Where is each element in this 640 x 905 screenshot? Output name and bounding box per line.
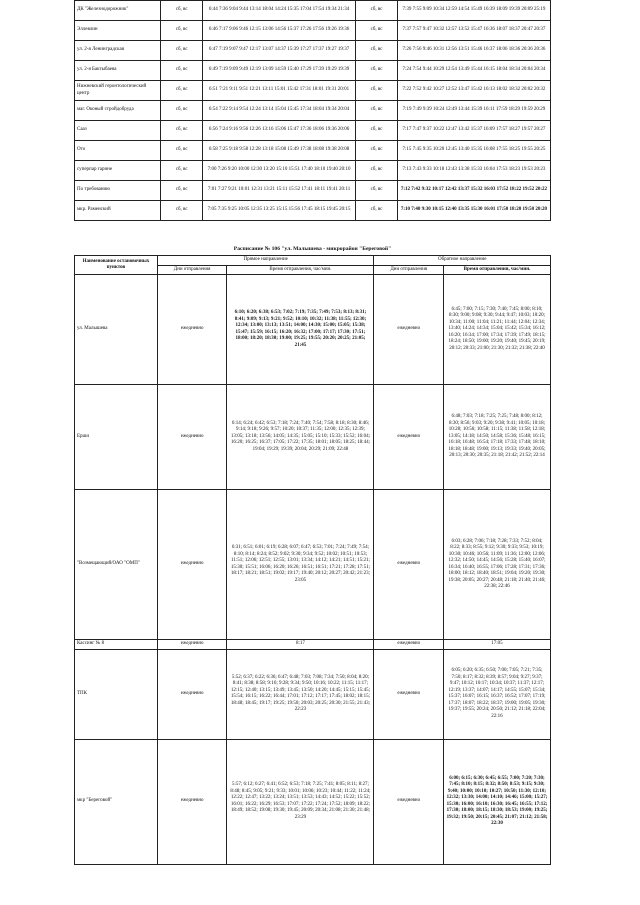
table-row [75, 739, 551, 864]
times-forward: 7:01 7:27 9:21 10:01 12:31 13:21 15:11 15:52 17:41 18:11 19:41 20:11 [203, 181, 356, 201]
route-title: Расписание № 106 "ул. Малышева - микрорайон "Береговой" [233, 246, 392, 252]
days-backward: ежедневно [374, 739, 444, 864]
days-backward: сб, вс [356, 161, 398, 181]
table-row [75, 41, 551, 61]
times-backward: 6:05; 6:20; 6:35; 6:50; 7:00; 7:05; 7:21; 7:35; 7:50; 8:17; 8:32; 8:39; 8:57; 9:04; 9:27; 9:37; 9:47; 10:12; 10:17; 10:34; 10:37; 11:37; 12:17; 12:19; 13:37; 14:07; 14:17; 14:55; 15:07; 15:34; 15:37; 16:07; 16:15; 16:37; 16:52; 17:07; 17:19; 17:37; 18:07; 18:22; 18:37; 19:00; 19:05; 19:30; 19:37; 19:55; 20:24; 20:50; 21:12; 21:18; 22:04; 22:16 [444, 649, 551, 739]
stop-name: Ерши [75, 385, 158, 490]
header-times-backward: Время отправления, час/мин. [444, 265, 551, 275]
stop-name: Нижневский геронтологический центр [75, 81, 161, 101]
days-forward: сб, вс [161, 61, 203, 81]
stop-name: ДК "Железнодорожник" [75, 1, 161, 21]
times-backward: 7:12 7:42 9:32 10:17 12:42 13:37 15:32 16:03 17:52 18:22 19:52 20:22 [397, 181, 550, 201]
times-backward: 7:26 7:56 9:46 10:31 12:56 13:51 15:46 16:37 18:06 18:36 20:36 20:36 [397, 41, 550, 61]
times-backward: 6:48; 7:03; 7:18; 7:25; 7:25; 7:48; 8:00; 8:12; 8:30; 8:56; 9:03; 9:20; 9:38; 9:41; 10:05; 10:18; 10:28; 10:56; 10:58; 11:15; 11:38; 11:58; 12:18; 13:05; 14:18; 14:50; 14:58; 15:36; 15:48; 16:15; 16:18; 16:48; 16:54; 17:18; 17:33; 17:48; 18:10; 18:18; 18:48; 19:00; 19:13; 19:33; 19:40; 20:05; 20:13; 20:30; 20:35; 21:18; 21:42; 21:52; 22:14 [444, 385, 551, 490]
table-row [75, 201, 551, 221]
days-backward: сб, вс [356, 101, 398, 121]
times-backward: 6:03; 6:28; 7:06; 7:18; 7:28; 7:33; 7:52; 8:04; 8:22; 8:33; 8:55; 9:12; 9:30; 9:33; 9:53; 10:19; 10:30; 10:46; 10:56; 11:09; 11:36; 12:00; 12:06; 12:32; 14:50; 14:45; 14:56; 15:28; 15:40; 16:07; 16:34; 16:40; 16:55; 17:06; 17:28; 17:31; 17:36; 18:00; 18:12; 18:40; 18:51; 19:04; 19:20; 19:30; 19:38; 20:05; 20:27; 20:48; 21:18; 21:40; 21:46; 22:38; 22:46 [444, 490, 551, 640]
days-backward: ежедневно [374, 640, 444, 650]
times-forward: 6:56 7:24 9:16 9:56 12:26 13:16 15:06 15:47 17:36 18:06 19:36 20:06 [203, 121, 356, 141]
times-backward: 6:00; 6:15; 6:30; 6:45; 6:55; 7:00; 7:20; 7:30; 7:45; 8:10; 8:15; 8:32; 8:50; 8:53; 9:15; 9:30; 9:40; 10:00; 10:10; 10:27; 10:50; 11:30; 12:10; 12:32; 13:30; 14:00; 14:10; 14:46; 15:00; 15:27; 15:30; 16:00; 16:10; 16:30; 16:45; 16:55; 17:12; 17:30; 18:00; 18:15; 18:30; 18:53; 19:00; 19:25; 19:32; 19:50; 20:15; 20:45; 21:07; 21:12; 21:58; 22:30 [444, 739, 551, 864]
stop-name: суперпар гарине [75, 161, 161, 181]
times-forward: 6:58 7:25 9:18 9:58 12:28 13:18 15:08 15:49 17:38 18:08 19:38 20:08 [203, 141, 356, 161]
times-forward: 6:31; 6:51; 6:01; 6:19; 6:28; 6:07; 6:47; 6:53; 7:01; 7:24; 7:49; 7:54; 8:10; 8:14; 8:24; 8:52; 9:02; 9:30; 9:34; 9:52; 10:02; 10:51; 10:53; 11:51; 12:06; 12:51; 12:55; 13:01; 13:34; 14:12; 14:21; 14:51; 15:21; 15:30; 15:51; 16:06; 16:20; 16:26; 16:51; 16:51; 17:21; 17:28; 17:51; 18:17; 18:21; 18:51; 19:02; 19:17; 19:40; 20:12; 20:27; 20:42; 21:23; 23:05 [227, 490, 374, 640]
stop-name: ул. 2-я Ленинградская [75, 41, 161, 61]
times-forward: 6:49 7:19 9:09 9:49 12:19 13:09 14:59 15:40 17:29 17:39 19:29 19:39 [203, 61, 356, 81]
days-backward: ежедневно [374, 649, 444, 739]
days-forward: сб, вс [161, 181, 203, 201]
stop-name: Ото [75, 141, 161, 161]
stop-name: ул. Малышева [75, 275, 158, 385]
times-forward: 6:54 7:22 9:14 9:54 12:24 13:14 15:04 15:45 17:34 18:04 19:34 20:04 [203, 101, 356, 121]
stop-name: Сааз [75, 121, 161, 141]
days-backward: сб, вс [356, 121, 398, 141]
days-backward: сб, вс [356, 201, 398, 221]
table-row [75, 21, 551, 41]
times-backward: 7:39 7:55 9:09 10:34 12:59 14:54 15:49 16:39 18:09 19:39 20:09 25:19 [397, 1, 550, 21]
times-forward: 7:00 7:26 9:20 10:00 12:30 13:20 15:10 15:51 17:40 18:10 19:40 20:10 [203, 161, 356, 181]
stop-name: По требованию [75, 181, 161, 201]
days-forward: сб, вс [161, 101, 203, 121]
stop-name: маг. Оконый стройдобруда [75, 101, 161, 121]
times-forward: 6:10; 6:20; 6:38; 6:53; 7:02; 7:19; 7:35; 7:49; 7:53; 8:13; 8:31; 8:41; 9:09; 9:13; 9:21; 9:52; 10:10; 10:32; 11:38; 11:55; 12:30; 12:34; 13:00; 13:13; 13:51; 14:00; 14:30; 15:00; 15:05; 15:38; 15:47; 15:59; 16:15; 16:20; 16:32; 17:00; 17:17; 17:30; 17:51; 18:00; 18:20; 18:30; 19:00; 19:25; 19:55; 20:20; 20:25; 21:05; 21:45 [227, 275, 374, 385]
stop-name: Эллевлин [75, 21, 161, 41]
table-row [75, 61, 551, 81]
days-forward: сб, вс [161, 41, 203, 61]
times-forward: 6:46 7:17 9:06 9:46 12:15 13:06 14:56 15:37 17:26 17:56 19:26 19:36 [203, 21, 356, 41]
days-forward: сб, вс [161, 121, 203, 141]
times-backward: 7:19 7:49 9:39 10:24 12:49 13:44 15:39 16:11 17:59 18:29 19:59 20:29 [397, 101, 550, 121]
days-forward: ежедневно [157, 275, 227, 385]
times-forward: 5:52; 6:37; 6:22; 6:36; 6:47; 6:48; 7:03; 7:08; 7:34; 7:50; 8:04; 8:20; 8:41; 8:38; 8:58; 9:16; 9:28; 9:34; 9:50; 10:16; 10:22; 11:15; 11:17; 12:15; 12:40; 13:15; 13:49; 13:45; 13:50; 14:20; 14:45; 15:15; 15:45; 15:54; 16:15; 16:22; 16:44; 17:01; 17:12; 17:17; 17:45; 18:02; 18:15; 18:48; 18:45; 19:17; 19:25; 19:50; 20:03; 20:25; 20:30; 21:55; 21:43; 22:23 [227, 649, 374, 739]
days-backward: сб, вс [356, 81, 398, 101]
times-forward: 8:17 [227, 640, 374, 650]
header-times-forward: Время отправления, час/мин. [227, 265, 374, 275]
schedule-table-top [74, 0, 551, 221]
days-forward: сб, вс [161, 21, 203, 41]
days-forward: ежедневно [157, 640, 227, 650]
times-forward: 7:05 7:35 9:25 10:05 12:35 13:25 15:15 15:56 17:45 18:15 19:45 20:15 [203, 201, 356, 221]
days-forward: сб, вс [161, 81, 203, 101]
times-backward: 7:17 7:47 9:37 10:22 12:47 13:42 15:37 16:09 17:57 18:27 19:57 20:27 [397, 121, 550, 141]
times-backward: 7:13 7:43 9:33 10:18 12:43 13:38 15:33 16:04 17:53 18:23 19:53 20:23 [397, 161, 550, 181]
header-backward: Обратное направление [374, 256, 551, 266]
days-backward: сб, вс [356, 181, 398, 201]
header-days-backward: Дни отправления [374, 265, 444, 275]
table-row [75, 385, 551, 490]
header-forward: Прямое направление [157, 256, 374, 266]
times-backward: 6:45; 7:00; 7:15; 7:30; 7:40; 7:45; 8:00; 8:10; 8:30; 9:00; 9:08; 9:30; 9:44; 9:47; 10:03; 10:20; 10:34; 11:00; 11:04; 11:21; 11:44; 12:04; 12:34; 13:40; 14:24; 14:34; 15:04; 15:42; 15:34; 16:12; 16:20; 16:34; 17:00; 17:34; 17:39; 17:49; 18:15; 18:24; 18:50; 19:00; 19:20; 19:40; 19:45; 20:19; 20:12; 20:33; 21:00; 21:30; 21:32; 21:38; 22:40 [444, 275, 551, 385]
days-backward: ежедневно [374, 385, 444, 490]
table-row [75, 1, 551, 21]
stop-name: ТПК [75, 649, 158, 739]
schedule-table-route-106 [74, 255, 551, 865]
times-backward: 7:15 7:45 9:35 10:20 12:45 13:40 15:35 16:08 17:55 18:25 19:55 20:25 [397, 141, 550, 161]
days-forward: сб, вс [161, 161, 203, 181]
table-row [75, 490, 551, 640]
table-row [75, 640, 551, 650]
days-backward: ежедневно [374, 275, 444, 385]
days-backward: ежедневно [374, 490, 444, 640]
stop-name: мкр "Береговой" [75, 739, 158, 864]
days-backward: сб, вс [356, 141, 398, 161]
times-forward: 5:57; 6:12; 6:27; 6:41; 6:52; 6:53; 7:18; 7:25; 7:41; 8:05; 8:11; 8:27; 8:48; 8:45; 9:05; 9:21; 9:33; 10:01; 10:06; 10:23; 10:44; 11:22; 11:24; 12:22; 12:47; 13:22; 13:24; 13:51; 13:53; 14:43; 14:52; 15:22; 15:52; 16:01; 16:22; 16:29; 16:53; 17:07; 17:22; 17:24; 17:52; 18:09; 18:22; 18:49; 18:52; 19:08; 19:30; 19:45; 20:09; 20:34; 21:08; 21:30; 21:48; 23:29 [227, 739, 374, 864]
times-backward: 17:05 [444, 640, 551, 650]
days-backward: сб, вс [356, 1, 398, 21]
times-backward: 7:10 7:40 9:30 10:15 12:40 13:35 15:30 16:01 17:50 18:20 19:50 20:20 [397, 201, 550, 221]
table-row [75, 81, 551, 101]
table-row [75, 141, 551, 161]
times-forward: 6:51 7:21 9:11 9:51 12:21 13:11 15:01 15:42 17:31 18:01 19:31 20:01 [203, 81, 356, 101]
days-forward: сб, вс [161, 201, 203, 221]
days-backward: сб, вс [356, 21, 398, 41]
table-row [75, 649, 551, 739]
times-forward: 6:44 7:36 9:04 9:44 13:14 18:04 14:24 15:35 17:04 17:54 19:34 21:34 [203, 1, 356, 21]
times-forward: 6:47 7:19 9:07 9:47 12:17 13:07 14:37 15:39 17:27 17:37 19:27 19:37 [203, 41, 356, 61]
table-row [75, 121, 551, 141]
table-row [75, 181, 551, 201]
days-forward: сб, вс [161, 1, 203, 21]
times-backward: 7:24 7:54 9:44 10:29 12:54 13:49 15:44 16:15 18:04 18:34 20:04 20:34 [397, 61, 550, 81]
stop-name: Кассинг № 8 [75, 640, 158, 650]
days-backward: сб, вс [356, 41, 398, 61]
days-forward: ежедневно [157, 385, 227, 490]
header-days-forward: Дни отправления [157, 265, 227, 275]
times-backward: 7:22 7:52 9:42 10:27 12:52 13:47 15:42 16:13 18:02 18:32 20:02 20:32 [397, 81, 550, 101]
times-backward: 7:37 7:57 9:47 10:32 12:57 13:52 15:47 16:36 18:07 18:37 20:47 20:37 [397, 21, 550, 41]
days-forward: ежедневно [157, 649, 227, 739]
stop-name: мкр. Раменский [75, 201, 161, 221]
times-forward: 6:14; 6:24; 6:42; 6:53; 7:18; 7:24; 7:40; 7:54; 7:58; 8:18; 8:30; 8:46; 9:14; 9:18; 9:26; 9:57; 10:20; 10:37; 11:35; 12:00; 12:35; 12:39; 13:05; 13:18; 13:56; 14:05; 14:35; 15:05; 15:10; 15:33; 15:52; 16:04; 16:20; 16:25; 16:37; 17:05; 17:22; 17:35; 18:01; 18:05; 18:25; 18:44; 19:04; 19:29; 19:39; 20:04; 20:29; 21:09; 22:48 [227, 385, 374, 490]
days-forward: ежедневно [157, 490, 227, 640]
stop-name: "Возмещающий/ОАО "ОМП" [75, 490, 158, 640]
header-stop: Наименование остановочных пунктов [75, 256, 158, 275]
days-forward: сб, вс [161, 141, 203, 161]
days-forward: ежедневно [157, 739, 227, 864]
days-backward: сб, вс [356, 61, 398, 81]
table-row [75, 101, 551, 121]
table-row [75, 161, 551, 181]
stop-name: ул. 2-я Бактыбаева [75, 61, 161, 81]
table-row [75, 275, 551, 385]
